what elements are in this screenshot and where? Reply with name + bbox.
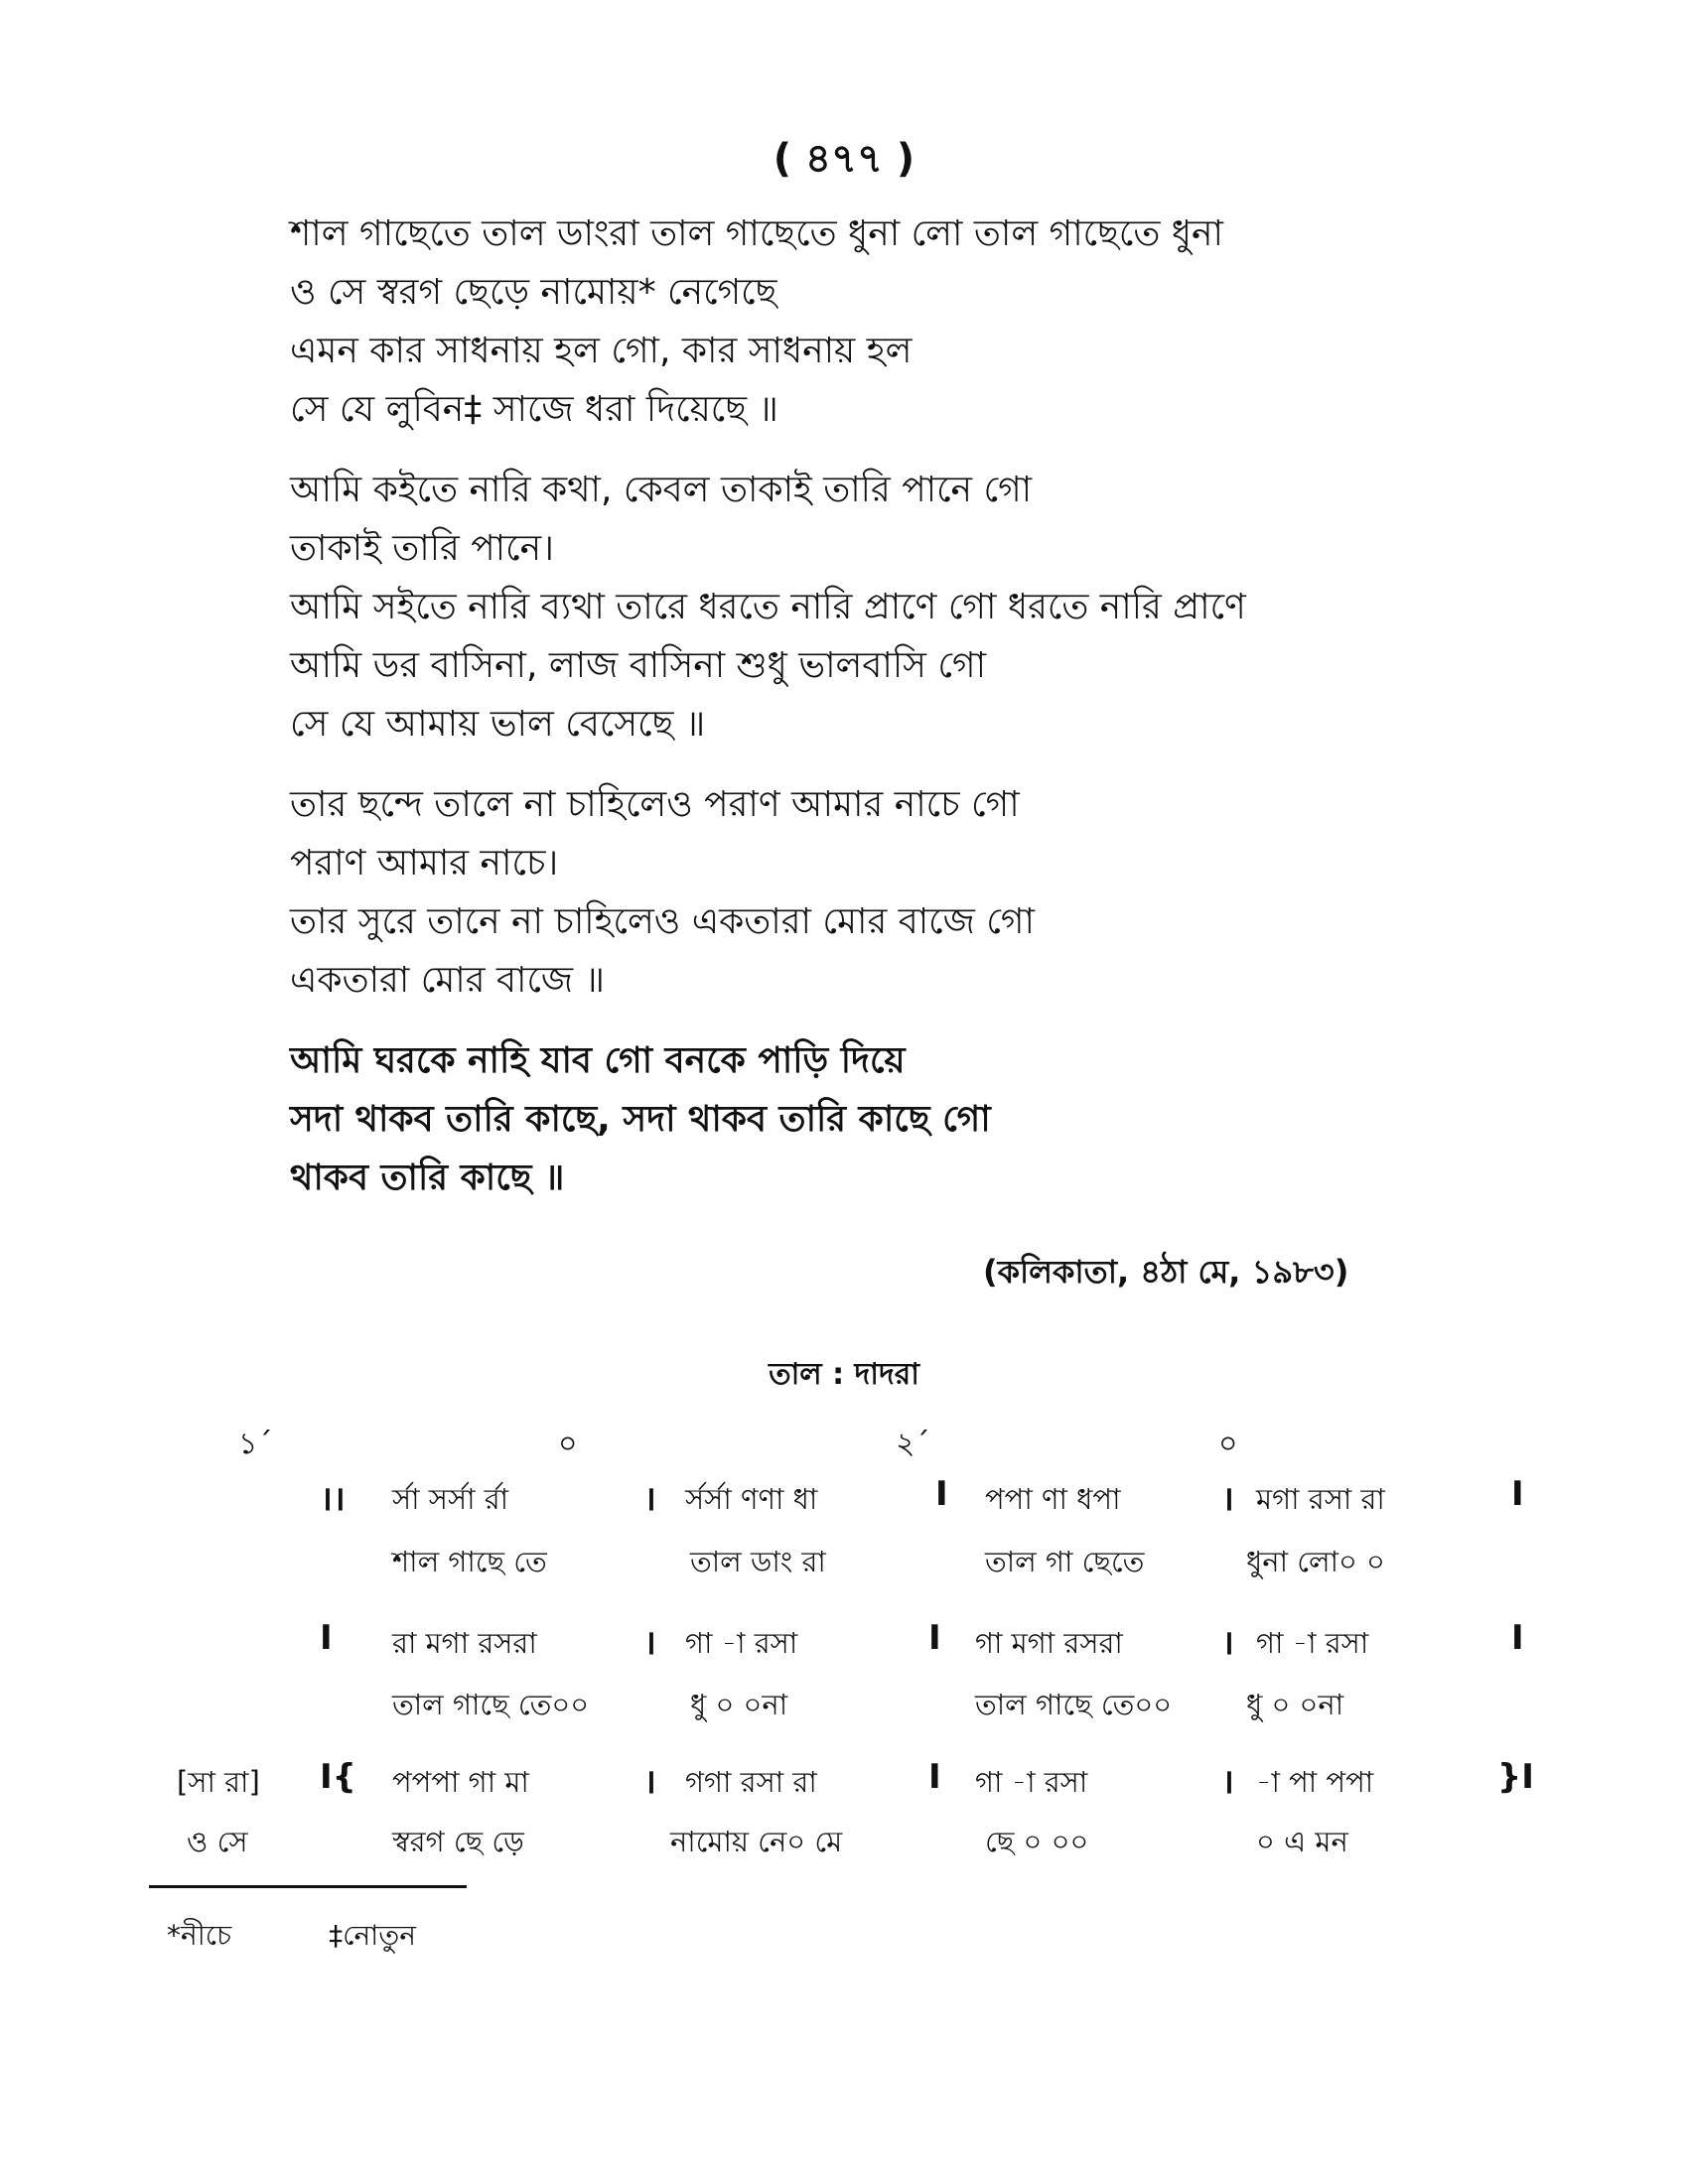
lyric-cell: নামোয় নে০ মে [670,1825,843,1858]
lyric-line: পরাণ আমার নাচে। [290,843,559,884]
start-barline: ।। [320,1479,346,1519]
barline: । [643,1623,656,1663]
footnote: ‡নোতুন [329,1919,417,1952]
lyric-cell: তাল গাছে তে০০ [975,1688,1173,1721]
tala-mark-khali: ০ [558,1427,578,1461]
lyric-line: সে যে লুবিন‡ সাজে ধরা দিয়েছে ॥ [290,389,778,430]
barline: । [643,1479,656,1519]
lyric-cell: শাল গাছে তে [392,1545,547,1578]
stanza-2 [290,461,1581,753]
lyric-line: আমি ডর বাসিনা, লাজ বাসিনা শুধু ভালবাসি গো [290,645,987,686]
repeat-end-barline: }I [1497,1757,1534,1797]
swara-cell: মগা রসা রা [1256,1482,1385,1516]
lyric-line: সদা থাকব তারি কাছে, সদা থাকব তারি কাছে গো [290,1099,991,1140]
lyric-cell: স্বরগ ছে ড়ে [392,1825,524,1858]
place-date-attribution: (কলিকাতা, ৪ঠা মে, ১৯৮৩) [983,1253,1349,1291]
swara-cell: গা -া রসা [1256,1626,1369,1660]
tala-heading: তাল : দাদরা [769,1357,919,1392]
lyric-cell: তাল ডাং রা [690,1545,826,1578]
page-number: ( ৪৭৭ ) [773,136,915,182]
barline: । [1221,1762,1234,1802]
lyric-cell: তাল গা ছেতে [985,1545,1145,1578]
lyric-line: সে যে আমায় ভাল বেসেছে ॥ [290,704,706,745]
barline: I [935,1474,948,1514]
swara-cell: গা মগা রসরা [975,1626,1123,1660]
tala-mark-second: ২´ [896,1427,930,1461]
stanza-3 [290,775,1581,1010]
swara-cell: র্সর্সা ণণা ধা [685,1482,818,1516]
prefix-lyric: ও সে [187,1825,248,1858]
lyric-line: শাল গাছেতে তাল ডাংরা তাল গাছেতে ধুনা লো তাল গাছেতে ধুনা [290,213,1223,254]
tala-marks-row [0,1420,1688,1469]
lyric-line: একতারা মোর বাজে ॥ [290,960,605,1001]
stanza-4 [290,1031,1581,1207]
swara-row-3 [0,1757,1688,1807]
lyric-row-2 [0,1680,1688,1729]
tala-mark-sam: ১´ [238,1427,273,1461]
lyric-line: ও সে স্বরগ ছেড়ে নামোয়* নেগেছে [290,272,777,313]
footnote-divider [149,1885,467,1888]
lyric-line: তার ছন্দে তালে না চাহিলেও পরাণ আমার নাচে গো [290,784,1020,825]
tala-mark-khali: ০ [1218,1427,1238,1461]
lyric-cell: ধু ০ ০না [1246,1688,1344,1721]
swara-cell: রা মগা রসরা [392,1626,537,1660]
start-barline: I [320,1618,333,1658]
swara-cell: গা -া রসা [975,1765,1088,1799]
stanza-1 [290,205,1581,439]
lyric-line: আমি সইতে নারি ব্যথা তারে ধরতে নারি প্রাণে গো ধরতে নারি প্রাণে [290,587,1246,627]
lyric-row-1 [0,1537,1688,1586]
barline: । [1221,1479,1234,1519]
lyric-cell: ধু ০ ০না [690,1688,788,1721]
end-barline: I [1511,1474,1524,1514]
swara-row-1 [0,1474,1688,1524]
lyric-cell: ছে ০ ০০ [985,1825,1089,1858]
barline: । [643,1762,656,1802]
barline: । [1221,1623,1234,1663]
lyric-line: থাকব তারি কাছে ॥ [290,1158,565,1198]
footnotes [167,1914,416,1961]
lyric-cell: ০ এ মন [1256,1825,1348,1858]
swara-cell: পপা ণা ধপা [985,1482,1121,1516]
barline: I [928,1618,941,1658]
lyric-cell: তাল গাছে তে০০ [392,1688,590,1721]
prefix-notes: [সা রা] [177,1765,260,1799]
swara-row-2 [0,1618,1688,1668]
lyric-row-3 [0,1817,1688,1866]
swara-cell: -া পা পপা [1256,1765,1374,1799]
swara-cell: র্সা সর্সা র্রা [392,1482,509,1516]
lyric-line: এমন কার সাধনায় হল গো, কার সাধনায় হল [290,331,913,371]
lyric-line: আমি ঘরকে নাহি যাব গো বনকে পাড়ি দিয়ে [290,1040,906,1081]
lyric-line: তার সুরে তানে না চাহিলেও একতারা মোর বাজে গো [290,901,1035,942]
swara-cell: গা -া রসা [685,1626,798,1660]
repeat-start-barline: I{ [320,1757,356,1797]
lyric-line: তাকাই তারি পানে। [290,528,554,569]
song-lyrics [290,205,1581,1229]
swara-cell: গগা রসা রা [685,1765,817,1799]
barline: I [928,1757,941,1797]
footnote: *নীচে [167,1919,232,1952]
lyric-line: আমি কইতে নারি কথা, কেবল তাকাই তারি পানে গো [290,470,1033,510]
end-barline: I [1511,1618,1524,1658]
lyric-cell: ধুনা লো০ ০ [1246,1545,1385,1578]
swara-cell: পপপা গা মা [392,1765,529,1799]
